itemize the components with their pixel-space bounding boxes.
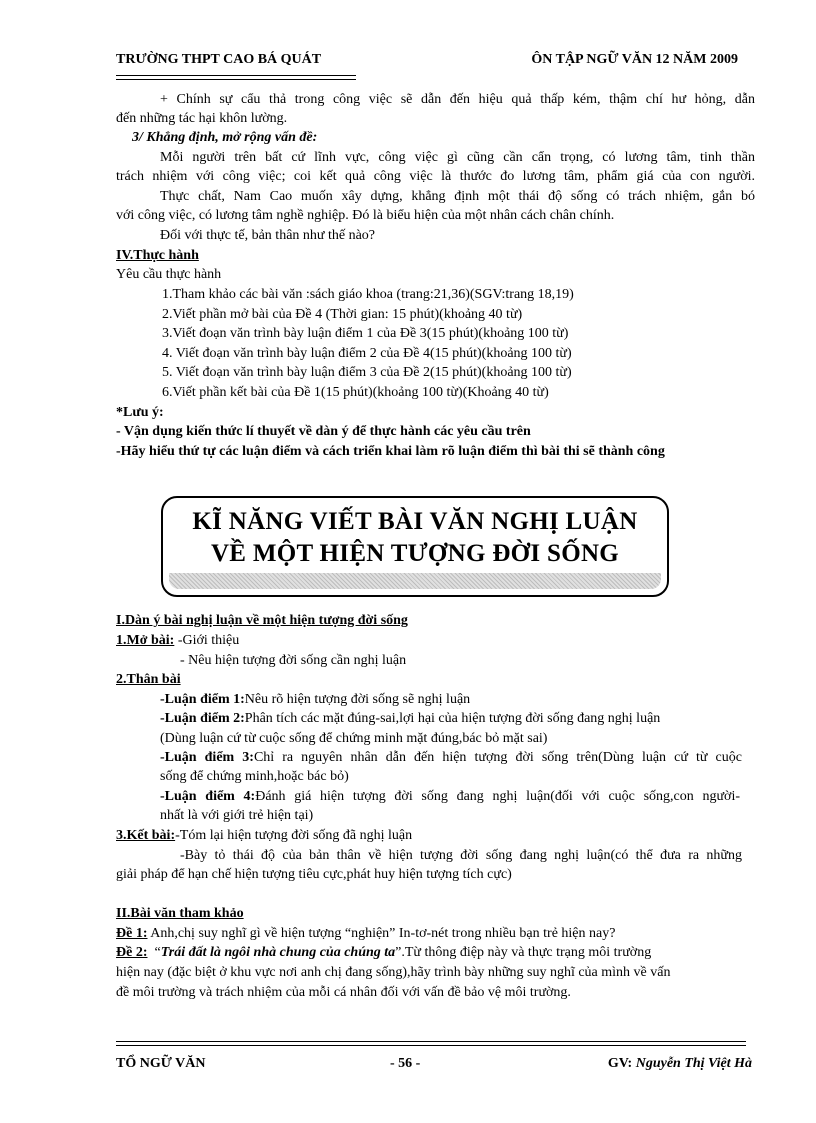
paragraph-line: đề môi trường và trách nhiệm của mỗi cá nhân đối với vấn đề bảo vệ môi trường. <box>116 985 571 1000</box>
banner-shading <box>169 573 661 589</box>
text: Nêu rõ hiện tượng đời sống sẽ nghị luận <box>244 692 471 707</box>
paragraph-line: + Chính sự cẩu thả trong công việc sẽ dẫn đến hiệu quả thấp kém, thậm chí hư hỏng, dẫn <box>160 92 755 107</box>
paragraph-line: - Nêu hiện tượng đời sống cần nghị luận <box>180 653 407 668</box>
prompt-label: Đề 1: <box>116 926 148 941</box>
list-item: 1.Tham khảo các bài văn :sách giáo khoa (trang:21,36)(SGV:trang 18,19) <box>162 287 574 302</box>
paragraph-line: Mỗi người trên bất cứ lĩnh vực, công việc gì cũng cần cẩn trọng, có lương tâm, tinh thần <box>160 150 755 165</box>
section-heading: II.Bài văn tham khảo <box>116 906 244 921</box>
outline-row <box>160 710 660 728</box>
text: Đánh giá hiện tượng đời sống đang nghị luận(đối với cuộc sống,con người- <box>255 789 740 804</box>
note-label: *Lưu ý: <box>116 405 164 420</box>
list-item: 6.Viết phần kết bài của Đề 1(15 phút)(khoảng 100 từ)(Khoảng 40 từ) <box>162 385 549 400</box>
text: Chỉ ra nguyên nhân dẫn đến hiện tượng đời sống trên(Dùng luận cứ từ cuộc <box>253 750 742 765</box>
subheading: 2.Thân bài <box>116 672 181 687</box>
paragraph-line: đến những tác hại khôn lường. <box>116 111 288 126</box>
footer-divider <box>116 1041 746 1046</box>
paragraph-line: với công việc, có lương tâm nghề nghiệp. Đó là biểu hiện của một nhân cách chân chính. <box>116 208 615 223</box>
paragraph-line: Yêu cầu thực hành <box>116 267 222 282</box>
point-label: -Luận điểm 2: <box>160 711 245 726</box>
subheading: 3.Kết bài: <box>116 828 176 843</box>
title-banner <box>161 496 669 597</box>
banner-line: VỀ MỘT HIỆN TƯỢNG ĐỜI SỐNG <box>210 540 620 567</box>
note-item: - Vận dụng kiến thức lí thuyết về dàn ý để thực hành các yêu cầu trên <box>116 424 531 439</box>
paragraph-line: (Dùng luận cứ từ cuộc sống để chứng minh mặt đúng,bác bỏ mặt sai) <box>160 731 548 746</box>
text: Anh,chị suy nghĩ gì về hiện tượng “nghiện” In-tơ-nét trong nhiều bạn trẻ hiện nay? <box>147 926 616 941</box>
list-item: 3.Viết đoạn văn trình bày luận điểm 1 của Đề 3(15 phút)(khoảng 100 từ) <box>162 326 569 341</box>
prompt-row <box>116 944 651 962</box>
header-divider <box>116 75 356 80</box>
text: -Tóm lại hiện tượng đời sống đã nghị luận <box>175 828 413 843</box>
section-heading: 3/ Khẳng định, mở rộng vấn đề: <box>132 130 318 145</box>
paragraph-line: Đối với thực tế, bản thân như thế nào? <box>160 228 376 243</box>
section-heading: I.Dàn ý bài nghị luận về một hiện tượng đời sống <box>116 613 408 628</box>
page-number: - 56 - <box>390 1056 421 1071</box>
subheading: 1.Mở bài: <box>116 633 175 648</box>
paragraph-line: Thực chất, Nam Cao muốn xây dựng, khẳng định một thái độ sống có trách nhiệm, gắn bó <box>160 189 755 204</box>
quote: Trái đất là ngôi nhà chung của chúng ta <box>160 945 396 960</box>
paragraph-line: sống để chứng minh,hoặc bác bỏ) <box>160 769 349 784</box>
department: TỔ NGỮ VĂN <box>116 1056 206 1071</box>
note-item: -Hãy hiểu thứ tự các luận điểm và cách triển khai làm rõ luận điểm thì bài thi sẽ thành công <box>116 444 665 459</box>
page-footer <box>116 1056 752 1076</box>
point-label: -Luận điểm 3: <box>160 750 254 765</box>
list-item: 4. Viết đoạn văn trình bày luận điểm 2 của Đề 4(15 phút)(khoảng 100 từ) <box>162 346 572 361</box>
text: Phân tích các mặt đúng-sai,lợi hại của hiện tượng đời sống đang nghị luận <box>244 711 661 726</box>
outline-row <box>160 749 742 767</box>
prompt-row <box>116 925 615 943</box>
section-heading: IV.Thực hành <box>116 248 199 263</box>
paragraph-line: -Bày tỏ thái độ của bản thân về hiện tượng đời sống đang nghị luận(có thể đưa ra những <box>180 848 742 863</box>
paragraph-line: giải pháp để hạn chế hiện tượng tiêu cực,phát huy hiện tượng tích cực) <box>116 867 512 882</box>
point-label: -Luận điểm 4: <box>160 789 256 804</box>
outline-row <box>116 632 239 650</box>
text: -Giới thiệu <box>174 633 240 648</box>
prompt-label: Đề 2: <box>116 945 148 960</box>
paragraph-line: nhất là với giới trẻ hiện tại) <box>160 808 314 823</box>
teacher-name: Nguyễn Thị Việt Hà <box>635 1056 752 1071</box>
list-item: 5. Viết đoạn văn trình bày luận điểm 3 của Đề 2(15 phút)(khoảng 100 từ) <box>162 365 572 380</box>
text: “ <box>154 945 161 960</box>
page-header <box>116 52 738 72</box>
list-item: 2.Viết phần mở bài của Đề 4 (Thời gian: 15 phút)(khoảng 40 từ) <box>162 307 523 322</box>
teacher <box>608 1056 752 1072</box>
outline-row <box>116 827 412 845</box>
document-title: ÔN TẬP NGỮ VĂN 12 NĂM 2009 <box>531 52 738 67</box>
school-name: TRƯỜNG THPT CAO BÁ QUÁT <box>116 52 322 67</box>
teacher-label: GV: <box>607 1056 636 1071</box>
outline-row <box>160 788 740 806</box>
outline-row <box>160 691 470 709</box>
point-label: -Luận điểm 1: <box>160 692 245 707</box>
paragraph-line: trách nhiệm với công việc; coi kết quả công việc là thước đo lương tâm, phẩm giá của con người. <box>116 169 755 184</box>
paragraph-line: hiện nay (đặc biệt ở khu vực nơi anh chị đang sống),hãy trình bày những suy nghĩ của mình về vấn <box>116 965 671 980</box>
banner-line: KĨ NĂNG VIẾT BÀI VĂN NGHỊ LUẬN <box>192 508 638 535</box>
text: ”.Từ thông điệp này và thực trạng môi trường <box>395 945 652 960</box>
